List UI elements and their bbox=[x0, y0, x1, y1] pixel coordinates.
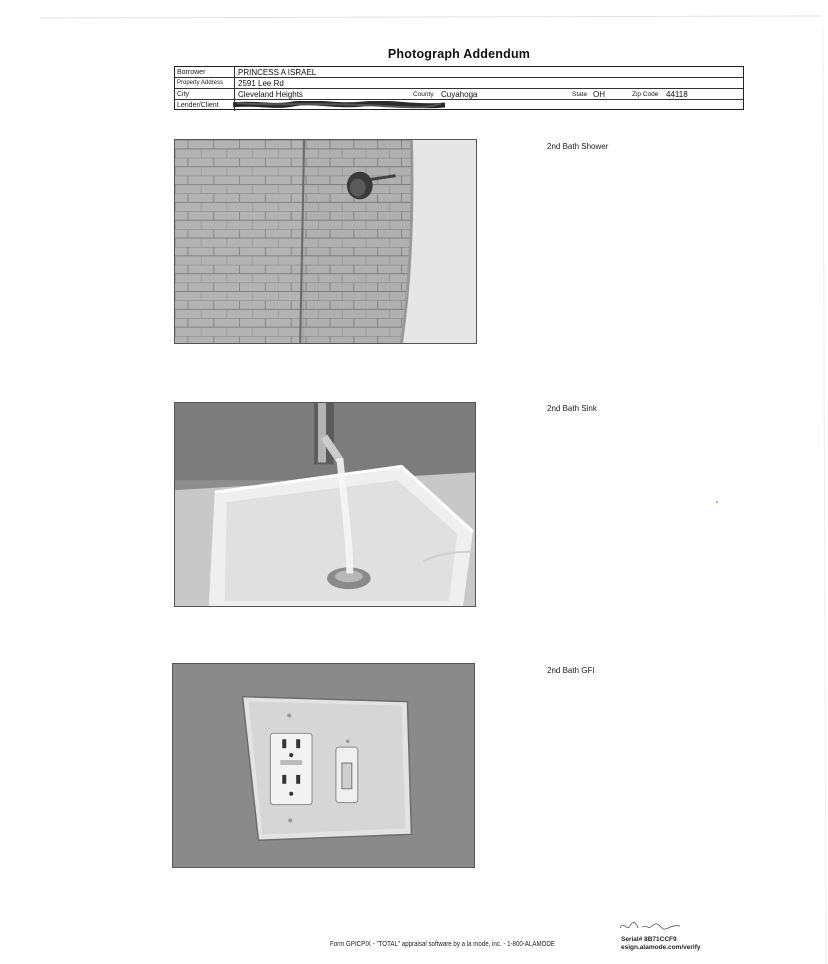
county-value: Cuyahoga bbox=[441, 90, 478, 99]
property-value: 2591 Lee Rd bbox=[238, 79, 284, 88]
gfi-outlet-photo bbox=[172, 663, 475, 868]
shower-photo bbox=[174, 139, 477, 344]
form-footer: Form GPICPIX - "TOTAL" appraisal software by a la mode, inc. - 1-800-ALAMODE bbox=[330, 939, 555, 948]
property-row bbox=[175, 78, 743, 89]
redaction-mark bbox=[233, 101, 445, 109]
serial-block bbox=[621, 936, 700, 951]
gfi-caption: 2nd Bath GFI bbox=[547, 666, 595, 675]
serial-number: Serial# 8B71CCF9 bbox=[621, 936, 677, 943]
county-label: County bbox=[413, 91, 434, 98]
sink-caption: 2nd Bath Sink bbox=[547, 404, 597, 413]
borrower-label: Borrower bbox=[175, 67, 235, 77]
state-label: State bbox=[572, 91, 588, 98]
header-table bbox=[174, 66, 744, 110]
property-label: Property Address bbox=[175, 78, 235, 88]
verify-url: esign.alamode.com/verify bbox=[621, 943, 701, 951]
lender-label: Lender/Client bbox=[175, 100, 235, 111]
sink-photo bbox=[174, 402, 476, 607]
city-label: City bbox=[175, 89, 235, 99]
borrower-row bbox=[175, 67, 743, 78]
state-value: OH bbox=[593, 90, 605, 99]
zip-value: 44118 bbox=[666, 90, 688, 99]
signature-image bbox=[618, 918, 682, 934]
lender-row bbox=[175, 100, 743, 111]
shower-caption: 2nd Bath Shower bbox=[547, 142, 609, 151]
page-title: Photograph Addendum bbox=[387, 47, 531, 61]
city-value: Cleveland Heights bbox=[238, 90, 303, 99]
scan-speck bbox=[716, 501, 718, 503]
zip-label: Zip Code bbox=[632, 91, 659, 98]
borrower-value: PRINCESS A ISRAEL bbox=[238, 68, 317, 77]
city-row bbox=[175, 89, 743, 100]
